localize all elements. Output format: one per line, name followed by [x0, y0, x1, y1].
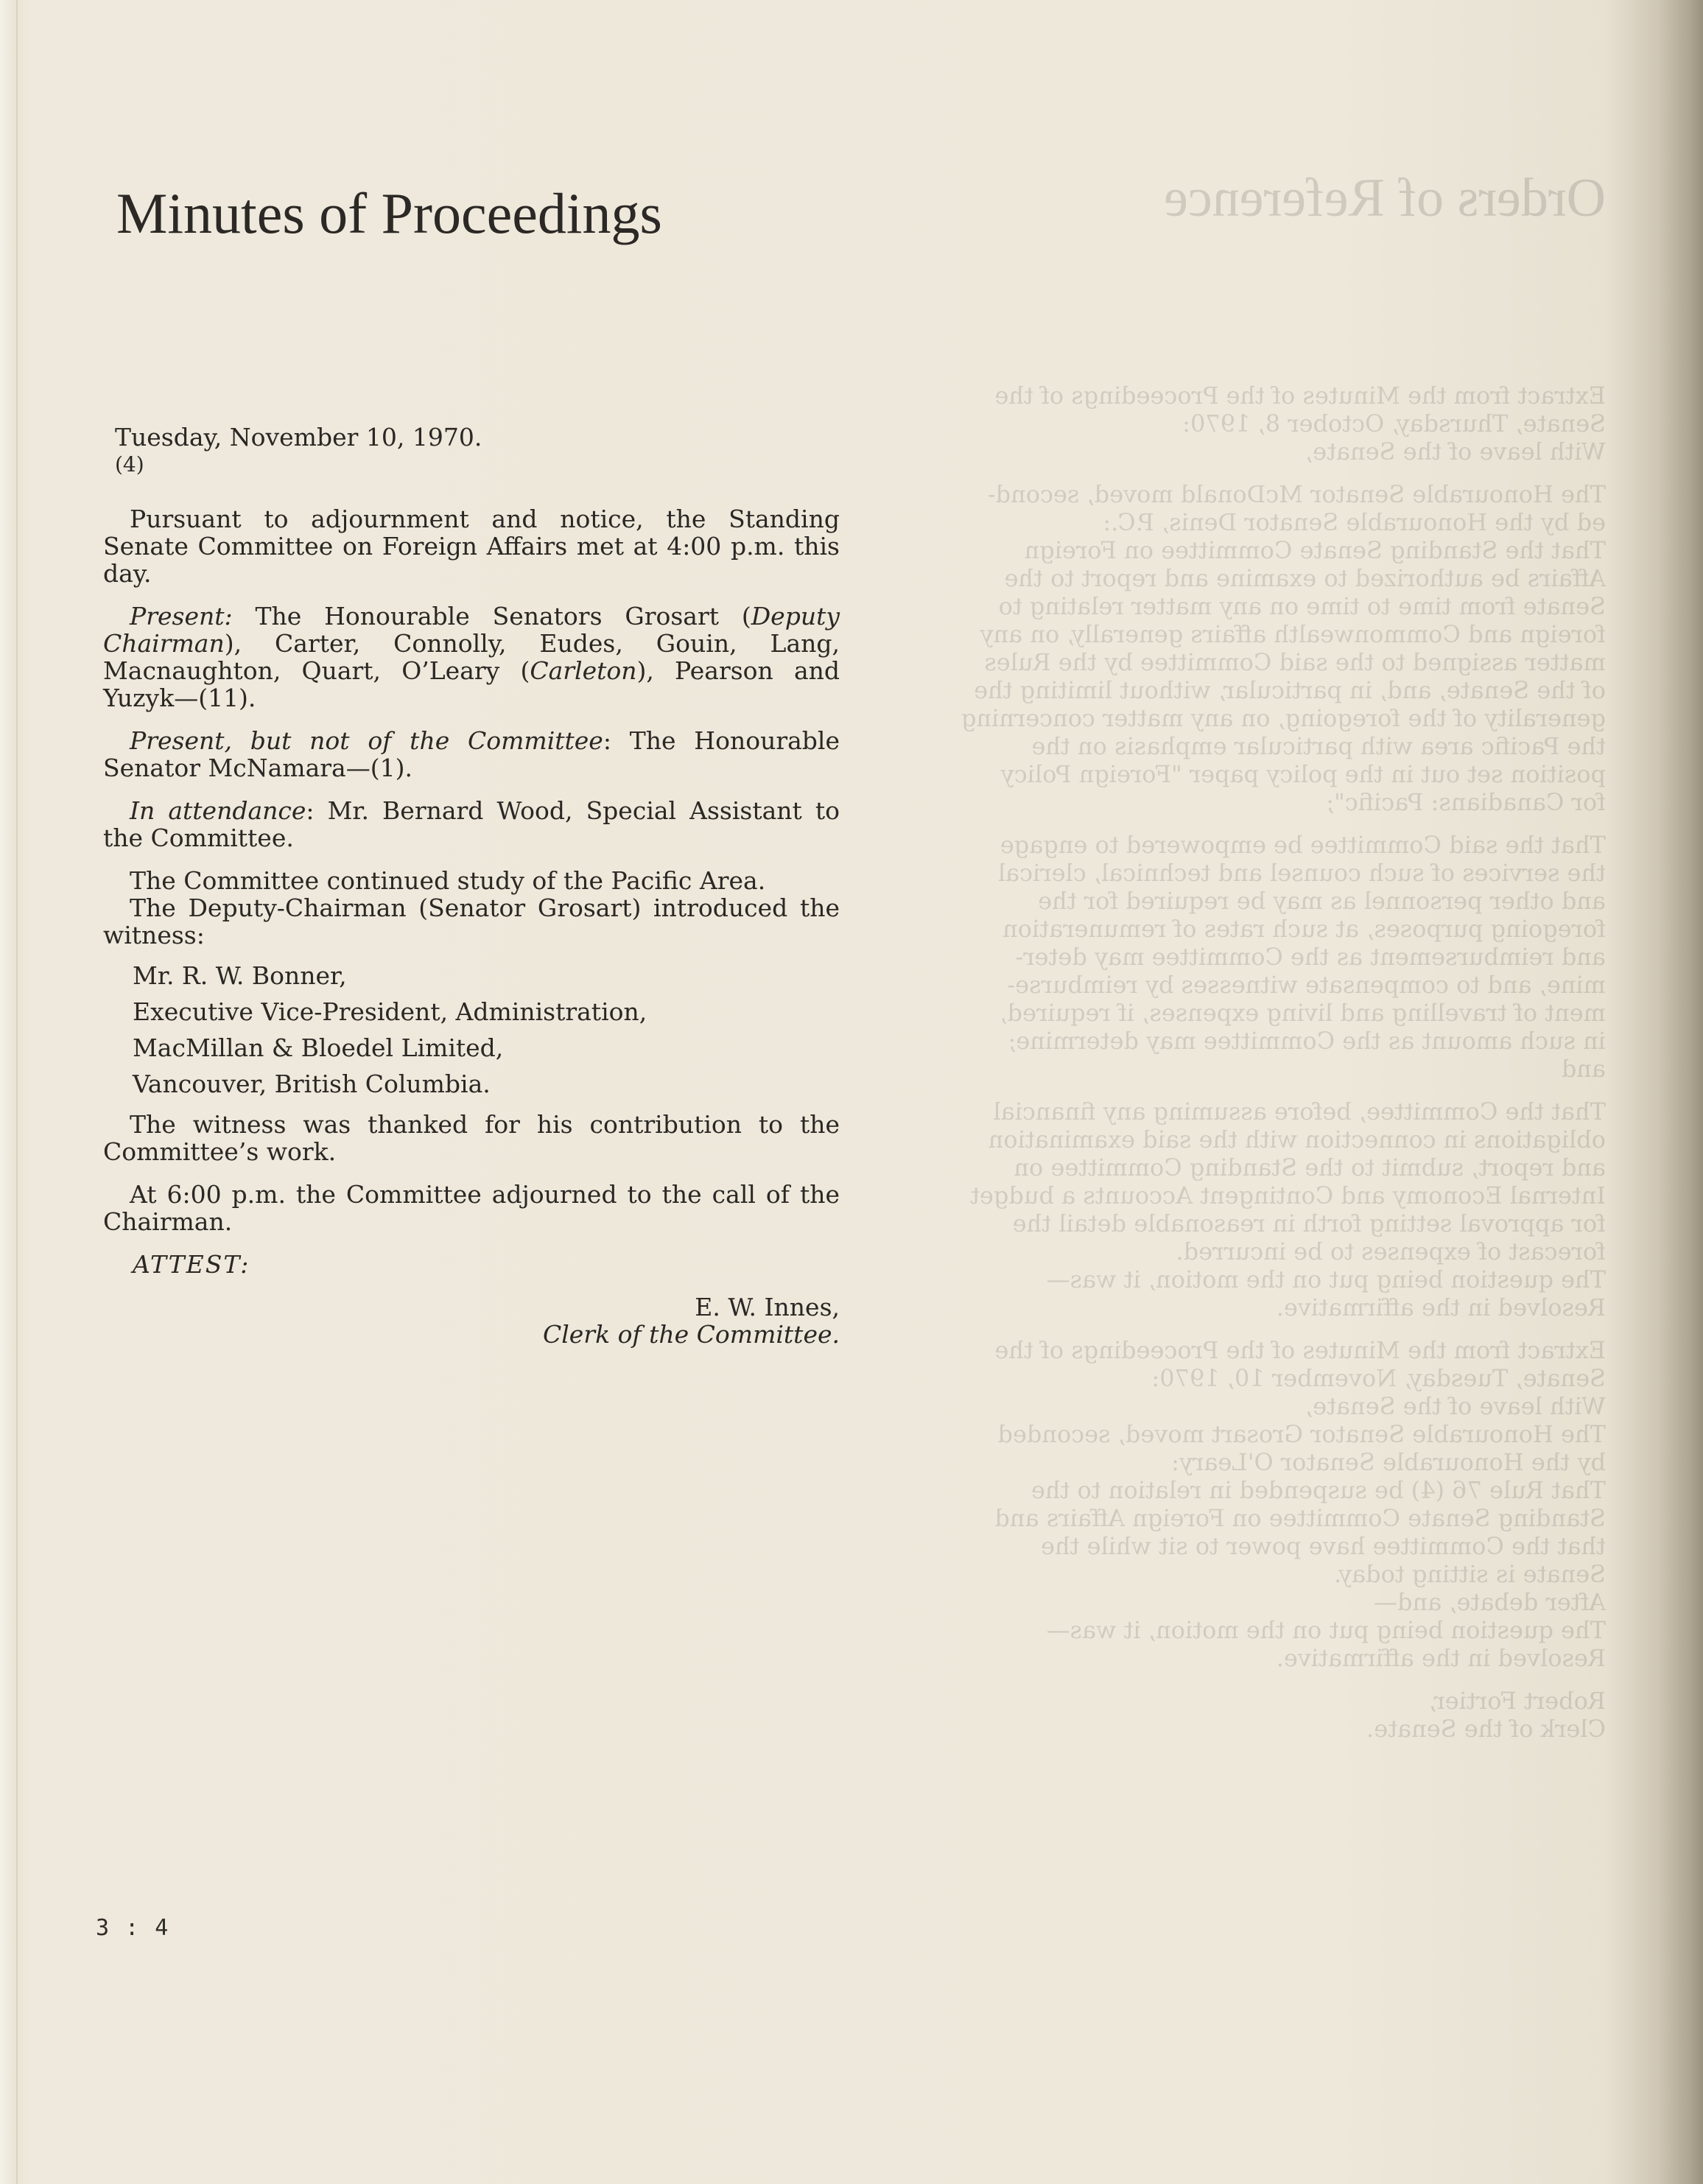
present-not-committee-text: : The Honourable Senator McNamara—(1). [103, 726, 840, 782]
present-not-committee-label: Present, but not of the Committee [130, 726, 603, 755]
in-attendance-text: : Mr. Bernard Wood, Special Assistant to the Committee. [103, 796, 840, 852]
witness-position: Executive Vice-President, Administration, [133, 997, 647, 1026]
meeting-number: (4) [115, 452, 144, 477]
minutes-body [103, 424, 840, 1348]
present-label: Present: [130, 602, 233, 631]
signatory-name: E. W. Innes, [695, 1293, 840, 1321]
page-title: Minutes of Proceedings [116, 181, 662, 245]
meeting-date: Tuesday, November 10, 1970. [115, 423, 482, 452]
witness-company: MacMillan & Bloedel Limited, [133, 1033, 504, 1062]
present-not-committee-paragraph [103, 727, 840, 782]
present-text-2: ), Carter, Connolly, Eudes, Gouin, Lang, Macnaughton, Quart, O’Leary ( [103, 629, 840, 685]
in-attendance-paragraph [103, 797, 840, 852]
page-left-edge [0, 0, 18, 2184]
in-attendance-label: In attendance [130, 796, 306, 825]
study-paragraph: The Committee continued study of the Pacific Area. [130, 866, 766, 895]
signatory-title: Clerk of the Committee. [542, 1320, 840, 1349]
attest-label: ATTEST: [133, 1250, 250, 1279]
present-text-1: The Honourable Senators Grosart ( [232, 602, 751, 631]
witness-location: Vancouver, British Columbia. [133, 1070, 491, 1098]
page-gutter-shadow [1659, 0, 1703, 2184]
thanks-paragraph: The witness was thanked for his contribution to the Committee’s work. [103, 1110, 840, 1166]
witness-name: Mr. R. W. Bonner, [133, 961, 347, 990]
deputy-chairman-text: Deputy Chairman [103, 602, 840, 658]
introduction-paragraph: The Deputy-Chairman (Senator Grosart) introduced the witness: [103, 893, 840, 949]
present-text-3: ), Pearson and Yuzyk—(11). [103, 656, 840, 712]
present-paragraph [103, 603, 840, 712]
adjournment-paragraph: At 6:00 p.m. the Committee adjourned to the call of the Chairman. [103, 1180, 840, 1236]
page-number: 3 : 4 [96, 1915, 170, 1941]
opening-paragraph: Pursuant to adjournment and notice, the Standing Senate Committee on Foreign Affairs met at 4:00 p.m. this day. [103, 505, 840, 588]
carleton-text: Carleton [530, 656, 637, 685]
